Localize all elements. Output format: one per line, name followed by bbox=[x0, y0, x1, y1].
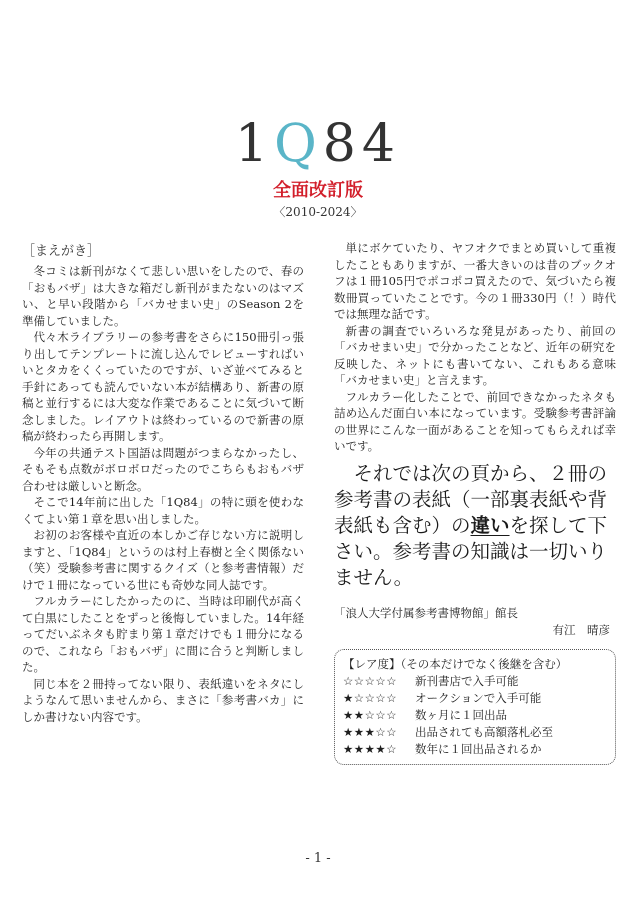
instruction-part: を探して下さい。参考書の知識は一切いりません。 bbox=[334, 513, 608, 589]
rarity-description: 数ヶ月に１回出品 bbox=[415, 707, 507, 722]
preface-paragraph: フルカラー化したことで、前回できなかったネタも詰め込んだ面白い本になっています。受験参考書評論の世界にこんな一面があることを知ってもらえれば幸いです。 bbox=[334, 389, 616, 453]
title-q-letter: Q bbox=[274, 114, 323, 174]
right-column bbox=[334, 240, 616, 765]
author-name: 有江 晴彦 bbox=[552, 622, 610, 637]
preface-heading: ［まえがき］ bbox=[22, 244, 101, 259]
author-affiliation: 「浪人大学付属参考書博物館」館長 bbox=[334, 605, 518, 620]
star-rating: ★★★★☆ bbox=[343, 741, 398, 756]
instruction-emphasis: 違い bbox=[470, 513, 510, 537]
rarity-row bbox=[343, 707, 607, 724]
edition-subtitle: 全面改訂版 bbox=[273, 180, 363, 201]
rarity-description: オークションで入手可能 bbox=[415, 690, 542, 705]
edition-years: 〈2010-2024〉 bbox=[273, 205, 363, 219]
rarity-heading: 【レア度】（その本だけでなく後継を含む） bbox=[343, 656, 568, 671]
rarity-description: 数年に１回出品されるか bbox=[415, 741, 542, 756]
rarity-description: 新刊書店で入手可能 bbox=[415, 673, 519, 688]
rarity-row bbox=[343, 690, 607, 707]
preface-column bbox=[22, 242, 304, 725]
preface-paragraph: 同じ本を２冊持ってない限り、表紙違いをネタにしようなんて思いませんから、まさに「参考書バカ」にしか書けない内容です。 bbox=[22, 676, 304, 724]
star-rating: ★☆☆☆☆ bbox=[343, 690, 398, 705]
star-rating: ★★☆☆☆ bbox=[343, 707, 398, 722]
instruction-text bbox=[334, 461, 616, 591]
rarity-row bbox=[343, 724, 607, 741]
preface-paragraph: そこで14年前に出した「1Q84」の特に頭を使わなくてよい第１章を思い出しました。 bbox=[22, 495, 304, 526]
star-rating: ★★★☆☆ bbox=[343, 724, 398, 739]
instruction-part: それでは次の頁から、２冊の参考書の表紙（一部裏表紙や背表紙も含む）の bbox=[334, 461, 608, 537]
rarity-description: 出品されても高額落札必至 bbox=[415, 724, 553, 739]
rarity-legend bbox=[334, 649, 616, 765]
preface-paragraph: お初のお客様や直近の本しかご存じない方に説明しますと、「1Q84」というのは村上春樹と全く関係ない（笑）受験参考書に関するクイズ（と参考書情報）だけで１冊になっている世にも奇妙な同人誌です。 bbox=[22, 528, 304, 592]
title-part: 84 bbox=[322, 114, 401, 174]
preface-paragraph: 単にボケていたり、ヤフオクでまとめ買いして重複したこともありますが、一番大きいのは昔のブックオフは１冊105円でポコポコ買えたので、気づいたら複数冊買っていたことです。今の１冊330円（！）時代では無理な話です。 bbox=[334, 241, 616, 321]
preface-paragraph: 今年の共通テスト国語は問題がつまらなかったし、そもそも点数がボロボロだったのでこちらもおもバザ合わせは厳しいと断念。 bbox=[22, 445, 304, 493]
rarity-row bbox=[343, 673, 607, 690]
preface-paragraph: 冬コミは新刊がなくて悲しい思いをしたので、春の「おもバザ」は大きな箱だし新刊がまたないのはマズい、と早い段階から「バカせまい史」のSeason 2を準備していました。 bbox=[22, 264, 304, 328]
rarity-row bbox=[343, 741, 607, 758]
signature bbox=[334, 605, 616, 639]
book-title bbox=[0, 112, 636, 176]
title-part: 1 bbox=[235, 114, 275, 174]
page-number: - 1 - bbox=[305, 851, 331, 866]
preface-paragraph: フルカラーにしたかったのに、当時は印刷代が高くて白黒にしたことをずっと後悔していました。14年経ってだいぶネタも貯まり第１章だけでも１冊分になるので、これなら「おもバザ」に間に合うと判断しました。 bbox=[22, 594, 304, 674]
star-rating: ☆☆☆☆☆ bbox=[343, 673, 398, 688]
preface-paragraph: 代々木ライブラリーの参考書をさらに150冊引っ張り出してテンプレートに流し込んでレビューすればいいとタカをくくっていたのですが、いざ並べてみると手針にあっても読んでいない本が結構あり、新書の原稿と並行するには大変な作業であることに気づいて断念しました。レイアウトは終わっているので新書の原稿が終わったら再開します。 bbox=[22, 330, 304, 443]
preface-paragraph: 新書の調査でいろいろな発見があったり、前回の「バカせまい史」で分かったことなど、近年の研究を反映した、ネットにも書いてない、これもある意味「バカせまい史」と言えます。 bbox=[334, 323, 616, 387]
